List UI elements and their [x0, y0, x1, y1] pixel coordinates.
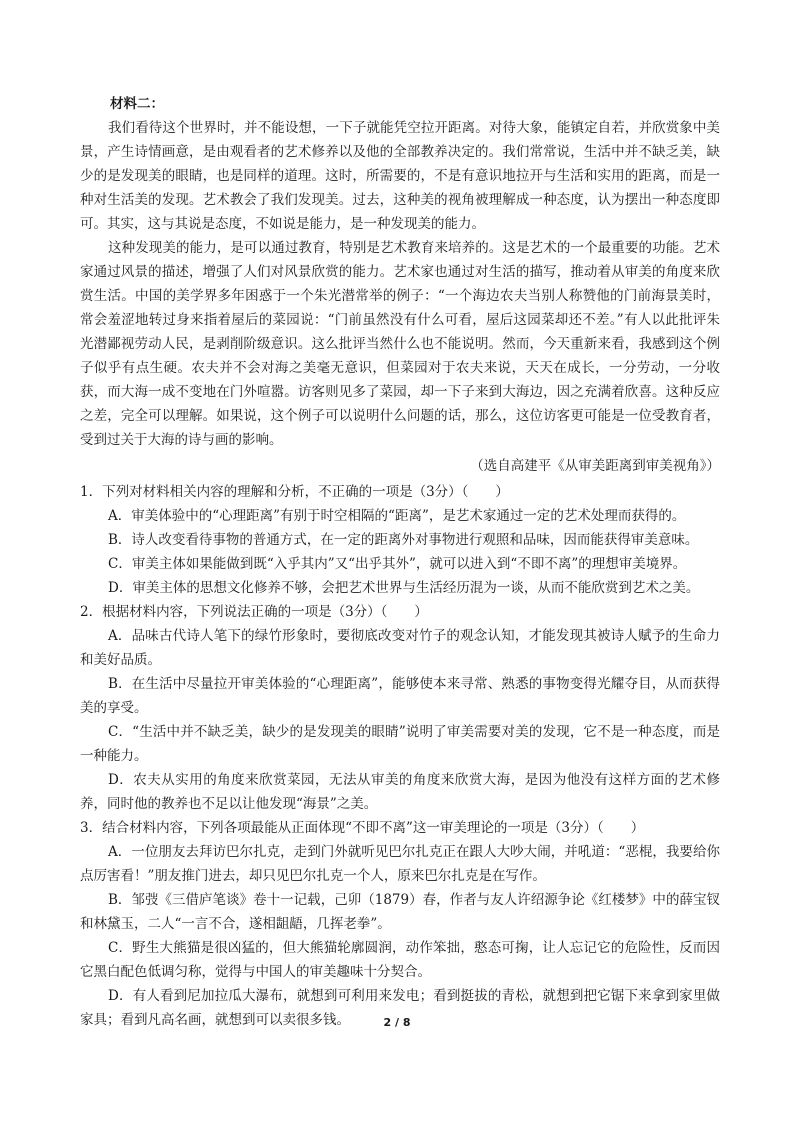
page-number: 2 / 8 — [383, 1016, 411, 1029]
option-a: A．一位朋友去拜访巴尔扎克，走到门外就听见巴尔扎克正在跟人大吵大闹，并吼道：“恶棍，我要给你点厉害看！”朋友推门进去，却只见巴尔扎克一个人，原来巴尔扎克是在写作。 — [80, 844, 720, 884]
option-c: C．“生活中并不缺乏美，缺少的是发现美的眼睛”说明了审美需要对美的发现，它不是一种态度，而是一种能力。 — [80, 724, 720, 764]
option-d: D．农夫从实用的角度来欣赏菜园，无法从审美的角度来欣赏大海，是因为他没有这样方面的艺术修养，同时他的教养也不足以让他发现“海景”之美。 — [80, 772, 720, 812]
material-paragraph-2: 这种发现美的能力，是可以通过教育，特别是艺术教育来培养的。这是艺术的一个最重要的功能。艺术家通过风景的描述，增强了人们对风景欣赏的能力。艺术家也通过对生活的描写，推动着从审美的角度来欣赏生活。中国的美学界多年困惑于一个朱光潜常举的例子：“一个海边农夫当别人称赞他的门前海景美时，常会羞涩地转过身来指着屋后的菜园说：“门前虽然没有什么可看，屋后这园菜却还不差。”有人以此批评朱光潜鄙视劳动人民，是剥削阶级意识。这么批评当然什么也不能说明。然而，今天重新来看，我感到这个例子似乎有点生硬。农夫并不会对海之美毫无意识，但菜园对于农夫来说，天天在成长，一分劳动，一分收获，而大海一成不变地在门外喧嚣。访客则见多了菜园，却一下子来到大海边，因之充满着欣喜。这种反应之差，完全可以理解。如果说，这个例子可以说明什么问题的话，那么，这位访客更可能是一位受教育者，受到过关于大海的诗与画的影响。 — [80, 240, 720, 448]
question-stem: 2．根据材料内容，下列说法正确的一项是（3分）（ ） — [80, 604, 428, 620]
question-1 — [80, 480, 720, 600]
option-b: B．在生活中尽量拉开审美体验的“心理距离”，能够使本来寻常、熟悉的事物变得光耀夺目，从而获得美的享受。 — [80, 676, 720, 716]
option-b: B．邹弢《三借庐笔谈》卷十一记载，己卯（1879）春，作者与友人许绍源争论《红楼梦》中的薛宝钗和林黛玉，二人“一言不合，遂相龃龉，几挥老拳”。 — [80, 892, 720, 932]
material-title: 材料二： — [110, 96, 164, 112]
option-c: C．审美主体如果能做到既“入乎其内”又“出乎其外”，就可以进入到“不即不离”的理想审美境界。 — [108, 556, 687, 572]
option-b: B．诗人改变看待事物的普通方式，在一定的距离外对事物进行观照和品味，因而能获得审美意味。 — [108, 532, 699, 548]
exam-page — [80, 92, 720, 1032]
material-source: （选自高建平《从审美距离到审美视角》） — [470, 458, 720, 474]
question-3 — [80, 816, 720, 1032]
question-stem: 3．结合材料内容，下列各项最能从正面体现“不即不离”这一审美理论的一项是（3分）（ ） — [80, 820, 645, 836]
question-2 — [80, 600, 720, 816]
option-a: A．品味古代诗人笔下的绿竹形象时，要彻底改变对竹子的观念认知，才能发现其被诗人赋予的生命力和美好品质。 — [80, 628, 720, 668]
option-a: A．审美体验中的“心理距离”有别于时空相隔的“距离”，是艺术家通过一定的艺术处理而获得的。 — [108, 508, 686, 524]
option-d: D．有人看到尼加拉瓜大瀑布，就想到可利用来发电；看到挺拔的青松，就想到把它锯下来拿到家里做家具；看到凡高名画，就想到可以卖很多钱。 — [80, 988, 720, 1028]
option-d: D．审美主体的思想文化修养不够，会把艺术世界与生活经历混为一谈，从而不能欣赏到艺术之美。 — [108, 580, 700, 596]
material-paragraph-1: 我们看待这个世界时，并不能设想，一下子就能凭空拉开距离。对待大象，能镇定自若，并欣赏象中美景，产生诗情画意，是由观看者的艺术修养以及他的全部教养决定的。我们常常说，生活中并不缺乏美，缺少的是发现美的眼睛，也是同样的道理。这时，所需要的，不是有意识地拉开与生活和实用的距离，而是一种对生活美的发现。艺术教会了我们发现美。过去，这种美的视角被理解成一种态度，认为摆出一种态度即可。其实，这与其说是态度，不如说是能力，是一种发现美的能力。 — [80, 120, 720, 232]
question-stem: 1．下列对材料相关内容的理解和分析，不正确的一项是（3分）（ ） — [80, 484, 509, 500]
option-c: C．野生大熊猫是很凶猛的，但大熊猫轮廓圆润，动作笨拙，憨态可掬，让人忘记它的危险性，反而因它黑白配色低调匀称，觉得与中国人的审美趣味十分契合。 — [80, 940, 720, 980]
